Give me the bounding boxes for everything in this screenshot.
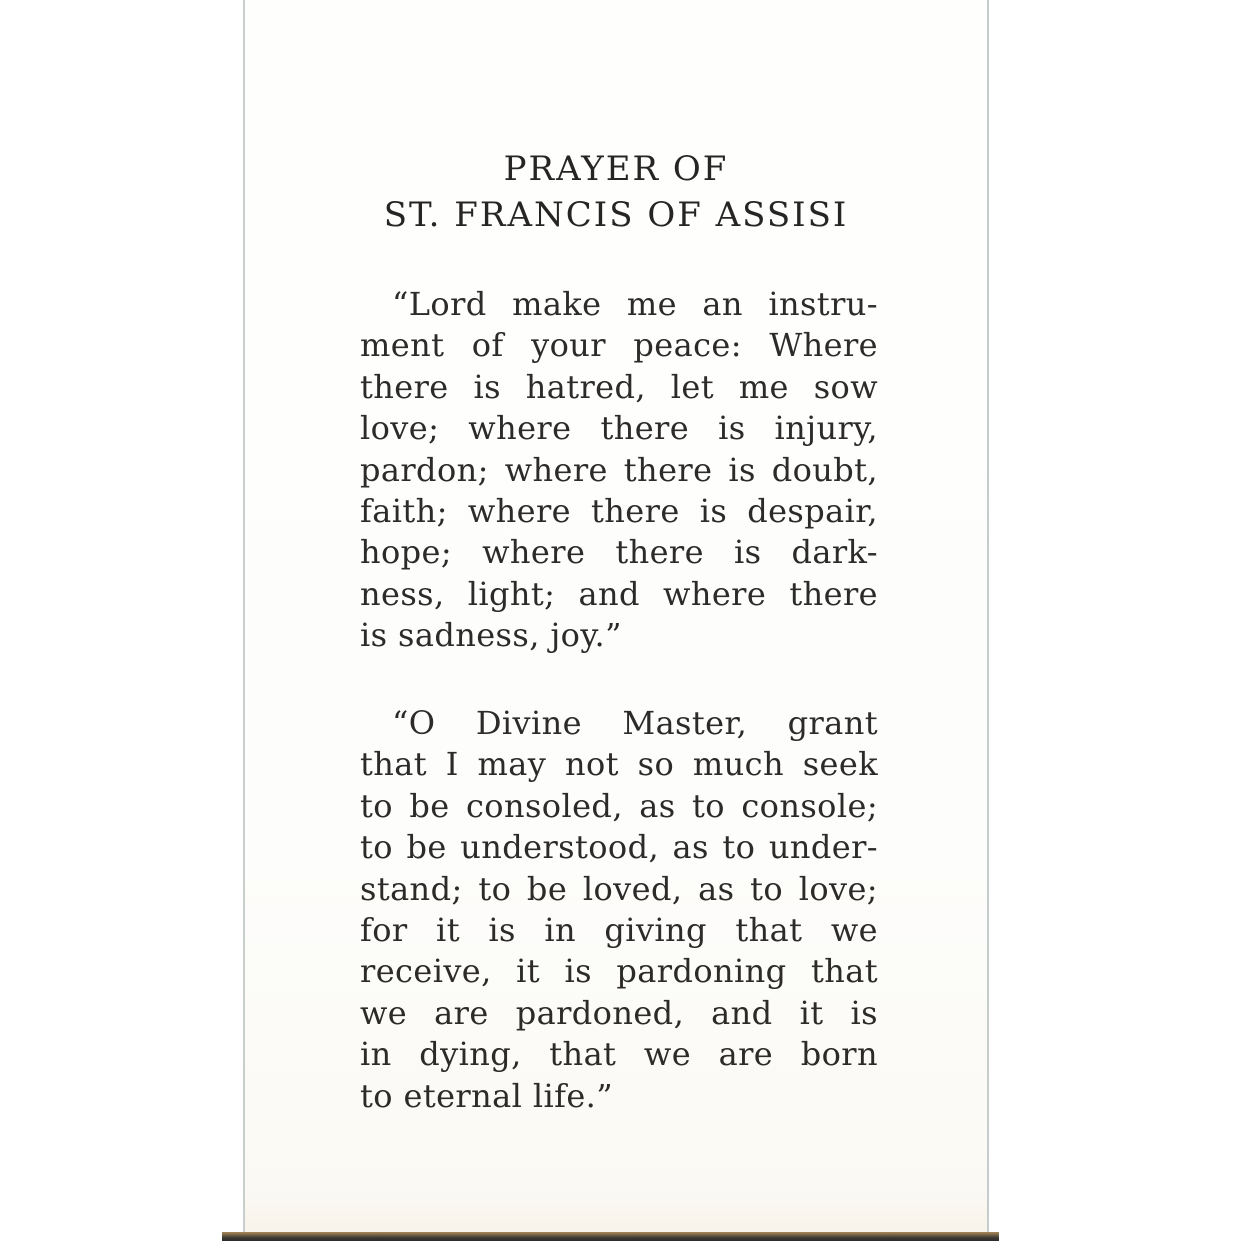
- prayer-line: is sadness, joy.”: [360, 616, 622, 655]
- prayer-title-line-1: PRAYER OF: [503, 149, 729, 189]
- prayer-line: hope; where there is dark-: [360, 533, 878, 572]
- card-bottom-edge: [222, 1232, 999, 1241]
- prayer-line: stand; to be loved, as to love;: [360, 869, 878, 908]
- prayer-line: we are pardoned, and it is: [360, 993, 878, 1032]
- prayer-line: “O Divine Master, grant: [392, 704, 878, 742]
- prayer-line: ness, light; and where there: [360, 574, 878, 613]
- prayer-title: [245, 146, 987, 238]
- prayer-line: for it is in giving that we: [360, 911, 878, 950]
- prayer-line: faith; where there is despair,: [360, 492, 878, 531]
- prayer-line: that I may not so much seek: [360, 745, 878, 784]
- prayer-card: [243, 0, 989, 1241]
- prayer-line: to be understood, as to under-: [360, 828, 878, 867]
- prayer-line: pardon; where there is doubt,: [360, 450, 878, 489]
- prayer-line: love; where there is injury,: [360, 409, 878, 448]
- prayer-title-line-2: ST. FRANCIS OF ASSISI: [383, 195, 849, 235]
- prayer-line: in dying, that we are born: [360, 1035, 878, 1074]
- prayer-paragraph-1: [360, 284, 878, 657]
- prayer-line: receive, it is pardoning that: [360, 952, 878, 991]
- prayer-line: “Lord make me an instru-: [392, 285, 878, 323]
- prayer-line: to eternal life.”: [360, 1076, 614, 1115]
- prayer-line: to be consoled, as to console;: [360, 786, 878, 825]
- prayer-line: there is hatred, let me sow: [360, 367, 878, 406]
- prayer-line: ment of your peace: Where: [360, 326, 878, 365]
- prayer-paragraph-2: [360, 703, 878, 1117]
